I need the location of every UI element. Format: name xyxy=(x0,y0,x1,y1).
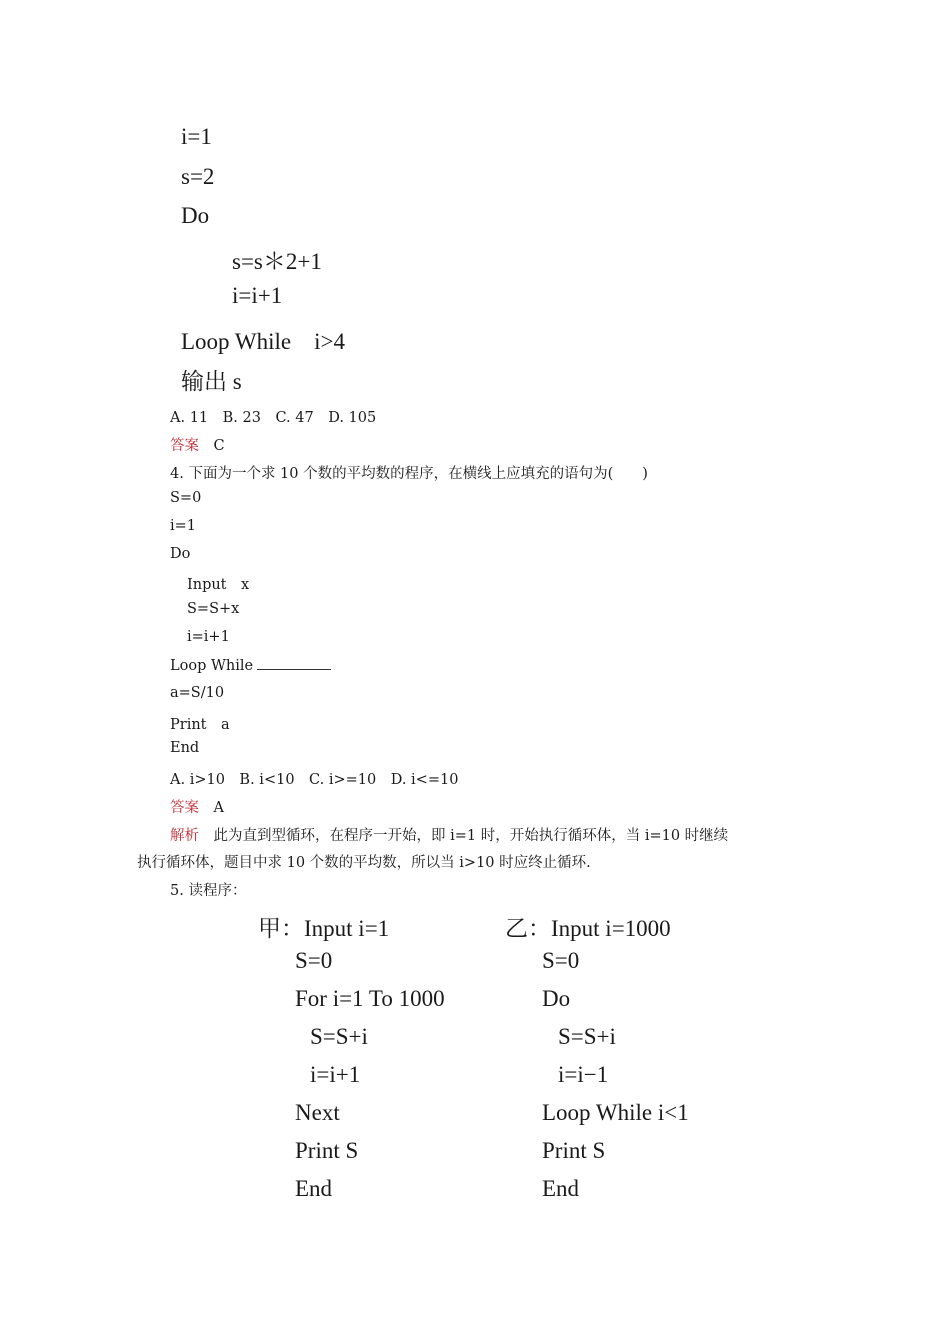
analysis-label: 解析 xyxy=(170,828,199,844)
q3-options: A. 11 B. 23 C. 47 D. 105 xyxy=(170,410,377,426)
code-line: Print a xyxy=(170,717,230,733)
answer-label: 答案 xyxy=(170,800,199,816)
code-line: i=i+1 xyxy=(310,1062,361,1087)
code-line: s=s＊2+1 xyxy=(232,249,322,274)
code-line: For i=1 To 1000 xyxy=(295,986,445,1011)
code-line-blank: Loop While xyxy=(170,657,331,674)
code-line: End xyxy=(170,740,200,756)
code-line: Do xyxy=(181,203,210,228)
code-line: i=i−1 xyxy=(558,1062,609,1087)
code-line: i=1 xyxy=(170,518,197,534)
code-line: Print S xyxy=(542,1138,606,1163)
code-line: i=1 xyxy=(181,124,212,149)
code-line: i=i+1 xyxy=(232,283,283,308)
code-line: S=0 xyxy=(542,948,580,973)
code-line: Loop While i>4 xyxy=(181,329,345,354)
code-line: End xyxy=(542,1176,580,1201)
q3-answer xyxy=(170,434,225,455)
q4-answer xyxy=(170,796,224,817)
q5-stem: 5. 读程序： xyxy=(170,883,247,899)
analysis-text: 此为直到型循环，在程序一开始，即 i=1 时，开始执行循环体，当 i=10 时继续 xyxy=(213,828,729,844)
code-line: S=0 xyxy=(295,948,333,973)
code-line: End xyxy=(295,1176,333,1201)
code-line: Input x xyxy=(187,577,250,593)
code-line: Print S xyxy=(295,1138,359,1163)
code-line: S=0 xyxy=(170,490,202,506)
code-line: S=S+i xyxy=(310,1024,368,1049)
q4-analysis xyxy=(170,824,728,845)
program-header: 乙：Input i=1000 xyxy=(505,916,671,941)
code-line: Next xyxy=(295,1100,340,1125)
answer-label: 答案 xyxy=(170,438,199,454)
answer-value: A xyxy=(213,800,224,816)
answer-value: C xyxy=(213,438,225,454)
code-line: Do xyxy=(170,546,191,562)
code-line: i=i+1 xyxy=(187,629,230,645)
code-line: Loop While i<1 xyxy=(542,1100,689,1125)
code-line: a=S/10 xyxy=(170,685,225,701)
code-line: Do xyxy=(542,986,571,1011)
code-line: s=2 xyxy=(181,164,215,189)
code-line: S=S+i xyxy=(558,1024,616,1049)
q4-analysis-cont: 执行循环体，题目中求 10 个数的平均数，所以当 i>10 时应终止循环. xyxy=(137,855,591,871)
q4-options: A. i>10 B. i<10 C. i>=10 D. i<=10 xyxy=(170,772,459,788)
code-line: 输出 s xyxy=(181,369,242,394)
code-line: S=S+x xyxy=(187,601,240,617)
program-header: 甲：Input i=1 xyxy=(258,916,390,941)
fill-blank xyxy=(257,657,331,670)
q4-stem: 4. 下面为一个求 10 个数的平均数的程序，在横线上应填充的语句为( ) xyxy=(170,466,648,482)
